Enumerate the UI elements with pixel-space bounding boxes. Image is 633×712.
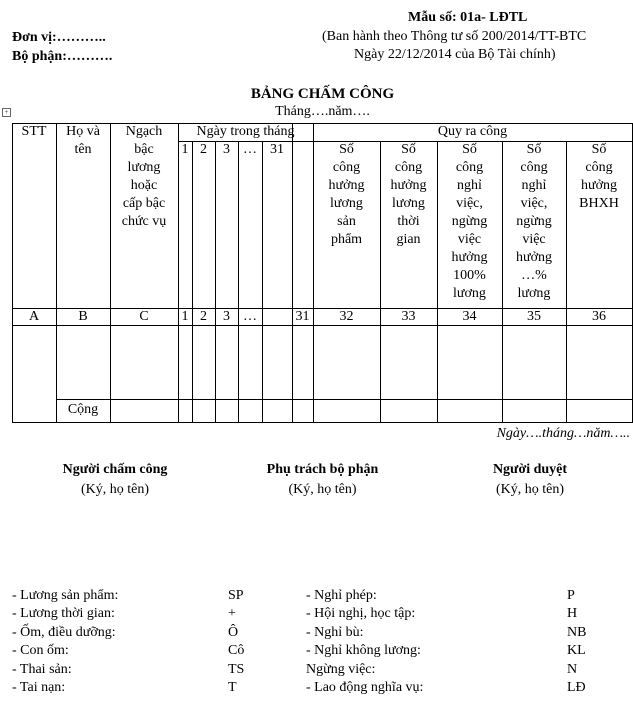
table-rule <box>238 141 239 423</box>
legend-code: SP <box>228 588 244 603</box>
form-number: Mẫu số: 01a- LĐTL <box>408 10 528 25</box>
legend-code: KL <box>567 643 586 658</box>
header-summary-col-2: hưởng <box>390 178 427 193</box>
legend-label: - Thai sản: <box>12 662 72 677</box>
header-summary-col-4: việc, <box>520 196 548 211</box>
signature-title-approver: Người duyệt <box>492 462 568 477</box>
code-cell: C <box>139 309 149 324</box>
header-summary-col-3: lương <box>453 286 486 301</box>
header-grade-line: hoặc <box>130 178 158 193</box>
header-summary-col-3: việc, <box>456 196 483 211</box>
code-cell: 36 <box>592 309 606 324</box>
header-summary-col-5: hưởng <box>581 178 617 193</box>
legend-label: - Lương sản phẩm: <box>12 588 119 603</box>
header-summary-col-3: việc <box>457 232 482 247</box>
legend-code: NB <box>567 625 587 640</box>
timesheet-table <box>12 123 632 422</box>
header-summary-col-3: hưởng <box>451 250 488 265</box>
issued-by: (Ban hành theo Thông tư số 200/2014/TT-BTC <box>322 29 587 44</box>
code-cell: … <box>243 309 257 324</box>
code-cell: 2 <box>200 309 207 324</box>
table-border-left <box>12 123 13 423</box>
legend-code: H <box>567 606 578 621</box>
header-summary-col-1: hưởng <box>328 178 365 193</box>
header-grade-line: Ngạch <box>125 124 163 139</box>
header-summary-col-5: Số <box>591 142 607 157</box>
header-day-5: 31 <box>270 142 284 157</box>
legend-label: - Ốm, điều dưỡng: <box>12 625 116 640</box>
signature-title-department-head: Phụ trách bộ phận <box>266 462 379 477</box>
header-summary-col-2: công <box>394 160 423 175</box>
code-cell: 34 <box>462 309 477 324</box>
code-cell: B <box>78 309 88 324</box>
header-summary-col-4: việc <box>522 232 546 247</box>
header-summary-col-3: công <box>455 160 484 175</box>
header-summary-col-2: gian <box>396 232 421 247</box>
header-summary-col-1: Số <box>339 142 354 157</box>
header-summary-col-3: Số <box>462 142 477 157</box>
legend-label: Ngừng việc: <box>306 662 376 677</box>
unit-label: Đơn vị:……….. <box>12 30 106 45</box>
code-cell: 3 <box>223 309 230 324</box>
header-summary-col-3: 100% <box>453 268 486 283</box>
signature-title-timekeeper: Người chấm công <box>62 462 168 477</box>
department-label: Bộ phận:………. <box>12 49 113 64</box>
header-summary-group: Quy ra công <box>437 124 508 139</box>
header-grade-line: chức vụ <box>121 214 167 229</box>
table-move-handle[interactable]: + <box>2 108 11 117</box>
legend-code: P <box>567 588 575 603</box>
header-day-2: 2 <box>200 142 207 157</box>
code-cell: 31 <box>295 309 310 324</box>
header-day-1: 1 <box>181 142 189 157</box>
code-cell: 35 <box>527 309 541 324</box>
table-rule <box>215 141 216 423</box>
legend-code: T <box>228 680 237 695</box>
header-summary-col-3: nghỉ <box>457 178 482 193</box>
header-name-line: Họ và <box>66 124 100 139</box>
header-summary-col-4: ngừng <box>516 214 552 229</box>
legend-label: - Lao động nghĩa vụ: <box>306 680 424 695</box>
legend-label: - Nghỉ bù: <box>306 625 364 640</box>
code-cell: A <box>28 309 40 324</box>
table-body-rule <box>56 399 633 400</box>
header-summary-col-2: lương <box>392 196 425 211</box>
header-summary-col-5: công <box>585 160 613 175</box>
header-summary-col-4: Số <box>526 142 542 157</box>
header-grade-line: bậc <box>134 142 154 157</box>
signature-note-approver: (Ký, họ tên) <box>495 482 565 497</box>
header-name-line: tên <box>74 142 92 157</box>
header-summary-col-4: …% <box>521 268 547 283</box>
code-cell: 33 <box>401 309 416 324</box>
table-border-bottom <box>12 422 633 423</box>
date-line: Ngày….tháng…năm….. <box>496 426 630 441</box>
header-summary-col-5: BHXH <box>579 196 619 211</box>
table-rule <box>192 141 193 423</box>
table-rule <box>178 123 179 423</box>
header-summary-col-2: thời <box>397 214 420 229</box>
code-cell: 32 <box>339 309 354 324</box>
legend-code: N <box>567 662 578 677</box>
legend-code: Ô <box>228 625 239 640</box>
signature-note-department-head: (Ký, họ tên) <box>288 482 357 497</box>
header-summary-col-1: phẩm <box>330 232 363 247</box>
legend-code: Cô <box>228 643 245 658</box>
header-stt: STT <box>21 124 47 139</box>
header-summary-col-1: sản <box>337 214 356 229</box>
page-title: BẢNG CHẤM CÔNG <box>250 86 395 102</box>
header-day-3: 3 <box>223 142 230 157</box>
total-label: Cộng <box>67 402 99 417</box>
header-summary-col-4: hưởng <box>516 250 552 265</box>
legend-label: - Tai nạn: <box>12 680 66 695</box>
legend-code: LĐ <box>567 680 586 695</box>
header-day-4: … <box>243 142 257 157</box>
legend-code: + <box>228 606 236 621</box>
legend-label: - Hội nghị, học tập: <box>306 606 416 621</box>
legend-code: TS <box>228 662 245 677</box>
legend-label: - Nghỉ phép: <box>306 588 377 603</box>
table-rule <box>262 141 263 423</box>
header-summary-col-1: lương <box>330 196 363 211</box>
header-summary-col-1: công <box>332 160 361 175</box>
header-summary-col-4: công <box>520 160 548 175</box>
header-summary-col-4: lương <box>517 286 551 301</box>
legend-label: - Lương thời gian: <box>12 606 115 621</box>
page-subtitle: Tháng….năm…. <box>275 104 370 119</box>
header-summary-col-4: nghỉ <box>521 178 547 193</box>
header-days-group: Ngày trong tháng <box>196 124 295 139</box>
header-summary-col-3: ngừng <box>451 214 488 229</box>
table-rule <box>292 123 293 423</box>
issued-date: Ngày 22/12/2014 của Bộ Tài chính) <box>354 47 556 62</box>
signature-note-timekeeper: (Ký, họ tên) <box>80 482 150 497</box>
table-rule <box>56 123 57 423</box>
header-grade-line: cấp bậc <box>122 196 166 211</box>
legend-label: - Nghỉ không lương: <box>306 643 421 658</box>
header-summary-col-2: Số <box>401 142 416 157</box>
code-cell: 1 <box>181 309 189 324</box>
header-grade-line: lương <box>127 160 161 175</box>
legend-label: - Con ốm: <box>12 643 69 658</box>
